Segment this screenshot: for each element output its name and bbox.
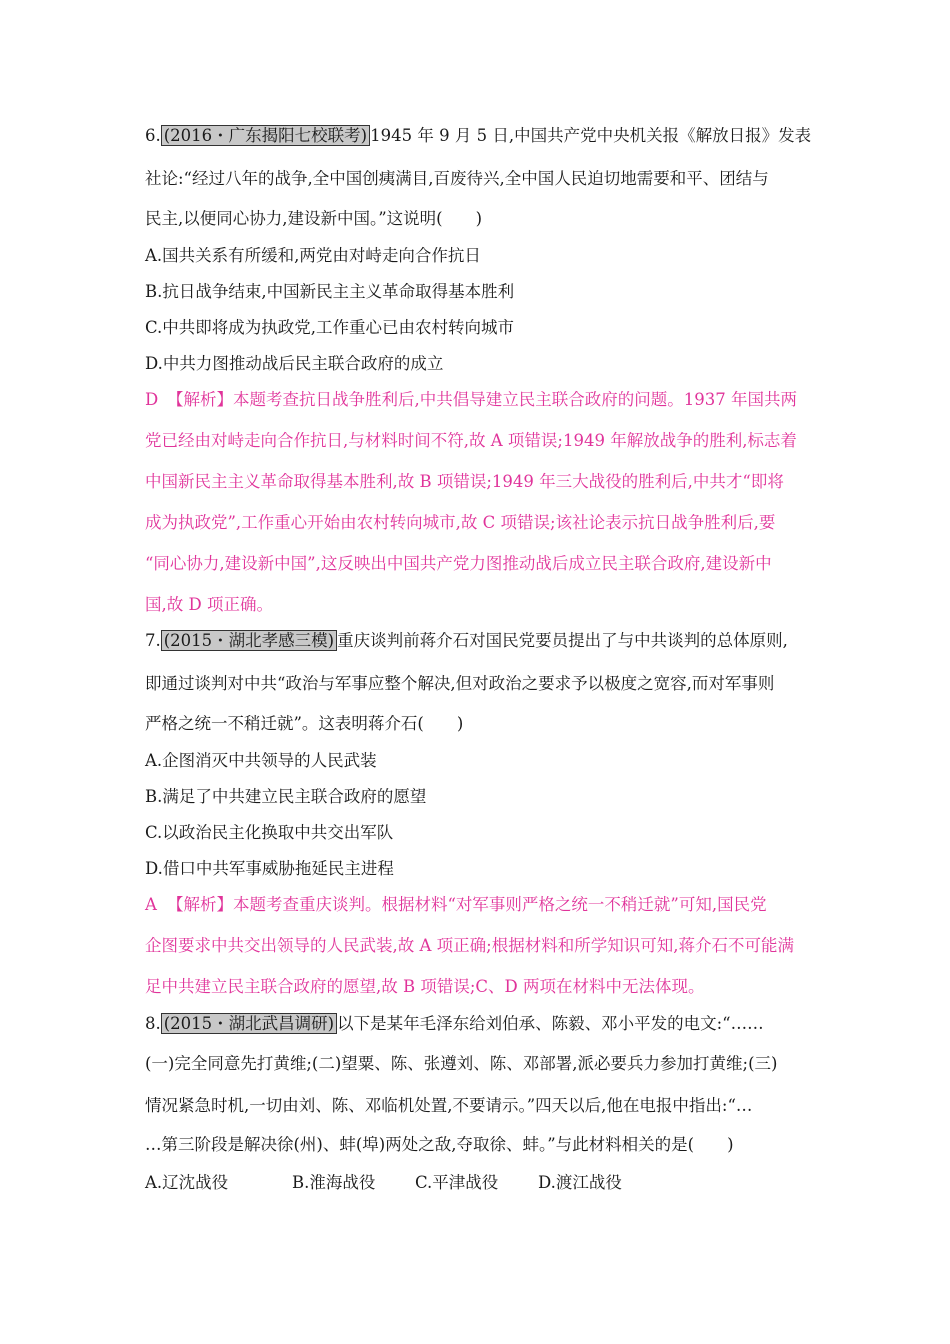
question-8-option-a: A.辽沈战役 (145, 1173, 229, 1192)
question-number: 6. (145, 126, 161, 145)
question-7-option-a: A.企图消灭中共领导的人民武装 (145, 751, 377, 770)
question-6-analysis-line-2: 党已经由对峙走向合作抗日,与材料时间不符,故 A 项错误;1949 年解放战争的胜利,标志着 (145, 431, 797, 450)
question-6-stem-line-1 (145, 125, 811, 147)
question-6-option-a: A.国共关系有所缓和,两党由对峙走向合作抗日 (145, 246, 481, 265)
question-7-option-b: B.满足了中共建立民主联合政府的愿望 (145, 787, 427, 806)
analysis-text: 【解析】本题考查重庆谈判。根据材料“对军事则严格之统一不稍迁就”可知,国民党 (167, 895, 767, 914)
question-8-stem-line-3: 情况紧急时机,一切由刘、陈、邓临机处置,不要请示。”四天以后,他在电报中指出:“… (145, 1096, 753, 1115)
stem-text: 重庆谈判前蒋介石对国民党要员提出了与中共谈判的总体原则, (337, 631, 788, 650)
question-6-analysis-line-3: 中国新民主主义革命取得基本胜利,故 B 项错误;1949 年三大战役的胜利后,中共才“即将 (145, 472, 784, 491)
source-tag: (2015・湖北武昌调研) (161, 1013, 337, 1034)
question-7-option-c: C.以政治民主化换取中共交出军队 (145, 823, 394, 842)
question-6-analysis-line-6: 国,故 D 项正确。 (145, 595, 273, 614)
question-6-stem-line-2: 社论:“经过八年的战争,全中国创痍满目,百废待兴,全中国人民迫切地需要和平、团结与 (145, 169, 769, 188)
question-8-stem-line-2: (一)完全同意先打黄维;(二)望粟、陈、张遵刘、陈、邓部署,派必要兵力参加打黄维;(三) (145, 1054, 778, 1073)
analysis-text: 【解析】本题考查抗日战争胜利后,中共倡导建立民主联合政府的问题。1937 年国共两 (167, 390, 797, 409)
question-6-option-d: D.中共力图推动战后民主联合政府的成立 (145, 354, 444, 373)
question-7-stem-line-2: 即通过谈判对中共“政治与军事应整个解决,但对政治之要求予以极度之宽容,而对军事则 (145, 674, 775, 693)
question-8-option-d: D.渡江战役 (538, 1173, 622, 1192)
answer-letter: A (145, 895, 157, 914)
question-8-stem-line-4: …第三阶段是解决徐(州)、蚌(埠)两处之敌,夺取徐、蚌。”与此材料相关的是( ) (145, 1135, 734, 1154)
question-6-option-c: C.中共即将成为执政党,工作重心已由农村转向城市 (145, 318, 515, 337)
stem-text: 1945 年 9 月 5 日,中国共产党中央机关报《解放日报》发表 (370, 126, 812, 145)
question-6-analysis-line-5: “同心协力,建设新中国”,这反映出中国共产党力图推动战后成立民主联合政府,建设新中 (145, 554, 772, 573)
question-number: 7. (145, 631, 161, 650)
question-7-stem-line-3: 严格之统一不稍迁就”。这表明蒋介石( ) (145, 714, 464, 733)
question-8-option-c: C.平津战役 (415, 1173, 499, 1192)
question-8-stem-line-1 (145, 1013, 764, 1035)
answer-letter: D (145, 390, 159, 409)
question-6-analysis-line-1 (145, 389, 797, 411)
stem-text: 以下是某年毛泽东给刘伯承、陈毅、邓小平发的电文:“…… (337, 1014, 764, 1033)
source-tag: (2015・湖北孝感三模) (161, 630, 337, 651)
question-7-analysis-line-1 (145, 894, 767, 916)
question-number: 8. (145, 1014, 161, 1033)
question-7-analysis-line-3: 足中共建立民主联合政府的愿望,故 B 项错误;C、D 两项在材料中无法体现。 (145, 977, 705, 996)
question-8-options (145, 1172, 622, 1194)
source-tag: (2016・广东揭阳七校联考) (161, 125, 370, 146)
question-6-option-b: B.抗日战争结束,中国新民主主义革命取得基本胜利 (145, 282, 515, 301)
question-7-option-d: D.借口中共军事威胁拖延民主进程 (145, 859, 394, 878)
question-6-analysis-line-4: 成为执政党”,工作重心开始由农村转向城市,故 C 项错误;该社论表示抗日战争胜利后,要 (145, 513, 776, 532)
question-8-option-b: B.淮海战役 (292, 1173, 376, 1192)
question-6-stem-line-3: 民主,以便同心协力,建设新中国。”这说明( ) (145, 209, 483, 228)
question-7-analysis-line-2: 企图要求中共交出领导的人民武装,故 A 项正确;根据材料和所学知识可知,蒋介石不可能满 (145, 936, 794, 955)
question-7-stem-line-1 (145, 630, 788, 652)
